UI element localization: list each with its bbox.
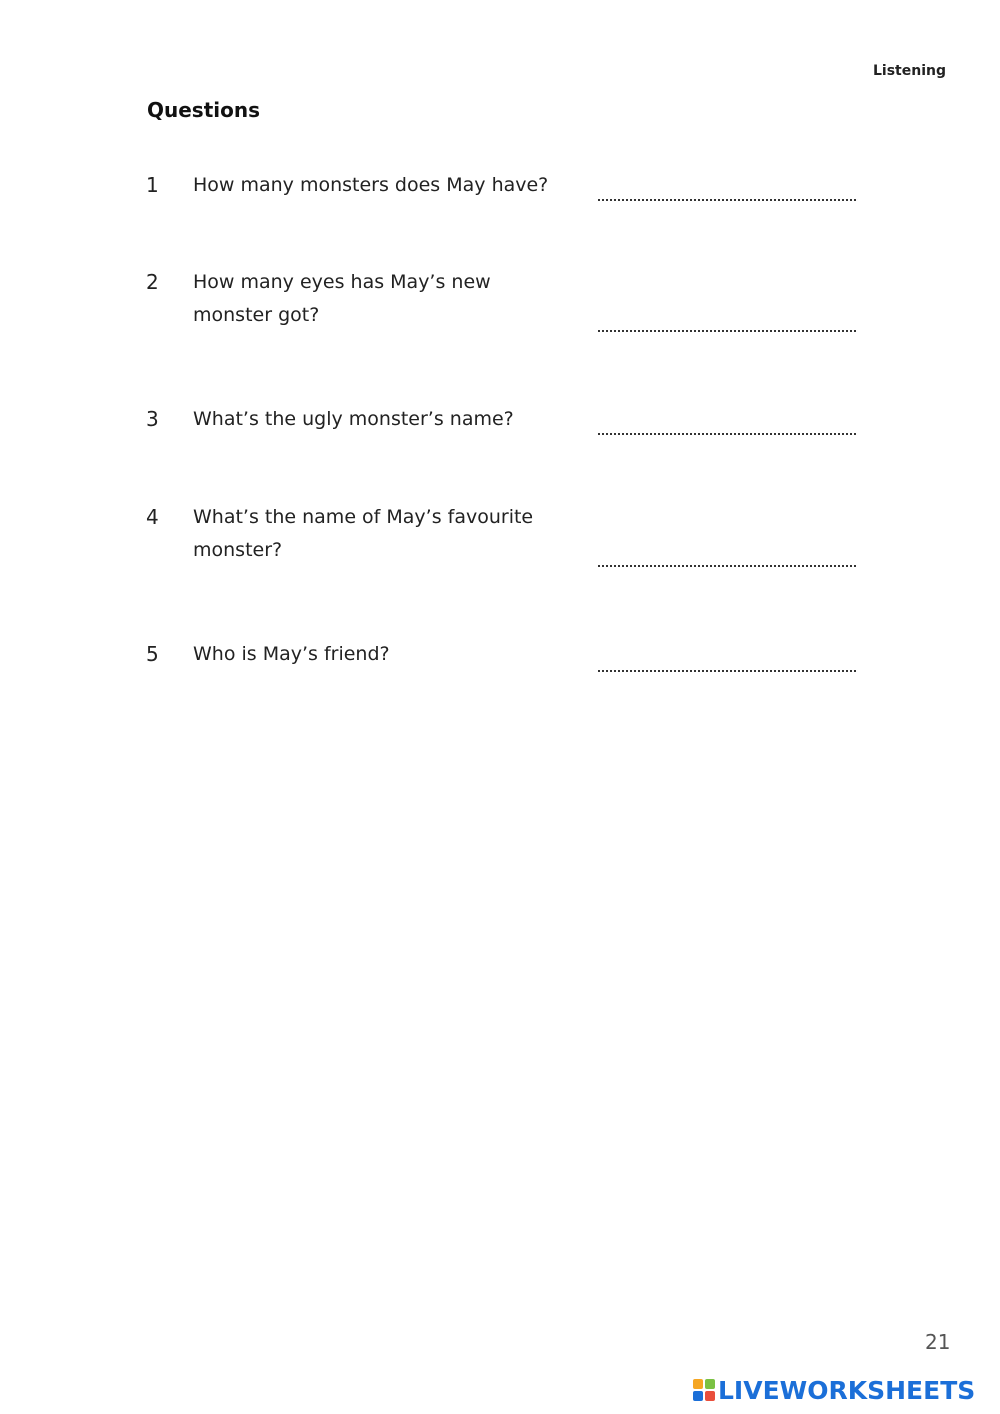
question-item <box>0 403 1000 463</box>
logo-square <box>705 1391 715 1401</box>
logo-square <box>693 1379 703 1389</box>
question-text: How many eyes has May’s new monster got? <box>193 271 491 326</box>
question-number: 2 <box>146 270 159 294</box>
logo-square <box>693 1391 703 1401</box>
question-text: What’s the name of May’s favourite monster? <box>193 506 534 561</box>
section-label: Listening <box>873 63 946 79</box>
watermark-text: LIVEWORKSHEETS <box>718 1375 976 1405</box>
answer-field[interactable] <box>598 565 856 567</box>
question-text: What’s the ugly monster’s name? <box>193 408 514 430</box>
logo-square <box>705 1379 715 1389</box>
question-text: How many monsters does May have? <box>193 174 549 196</box>
page-title: Questions <box>147 98 261 122</box>
question-item <box>0 501 1000 561</box>
question-item <box>0 638 1000 698</box>
liveworksheets-watermark[interactable] <box>693 1376 975 1404</box>
question-text: Who is May’s friend? <box>193 643 390 665</box>
answer-field[interactable] <box>598 330 856 332</box>
answer-field[interactable] <box>598 433 856 435</box>
answer-field[interactable] <box>598 670 856 672</box>
question-number: 5 <box>146 642 159 666</box>
answer-field[interactable] <box>598 199 856 201</box>
page-number: 21 <box>925 1330 951 1354</box>
question-number: 4 <box>146 505 159 529</box>
question-item <box>0 266 1000 326</box>
question-number: 3 <box>146 407 159 431</box>
question-item <box>0 169 1000 229</box>
liveworksheets-logo-icon <box>693 1379 715 1401</box>
question-number: 1 <box>146 173 159 197</box>
